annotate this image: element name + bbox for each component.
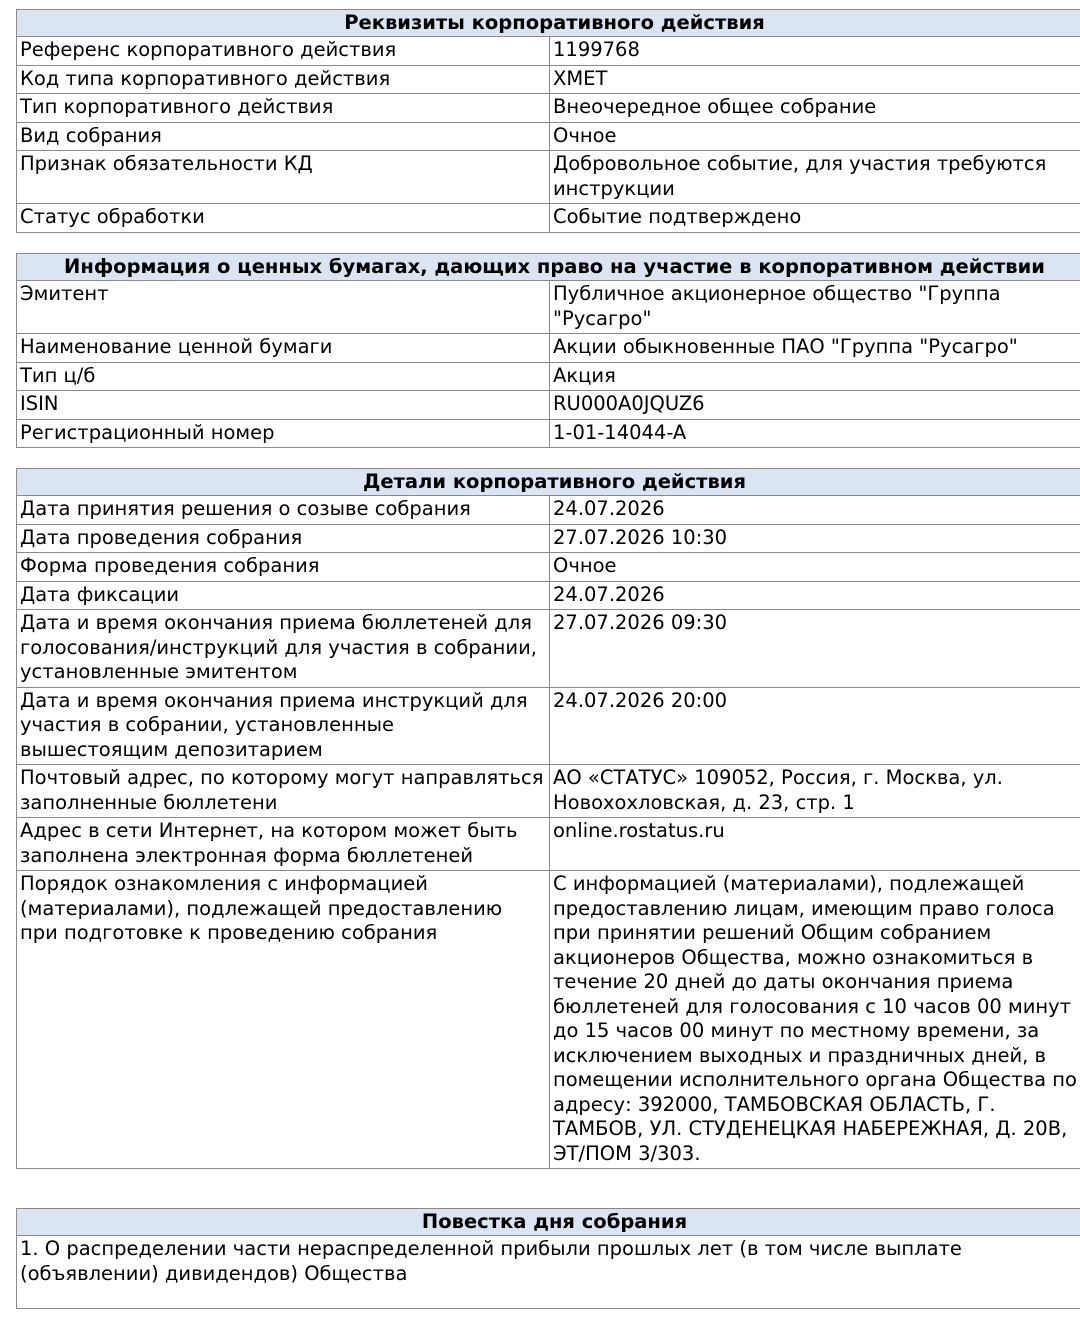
- row-value: Внеочередное общее собрание: [550, 94, 1080, 123]
- row-label: Наименование ценной бумаги: [17, 334, 550, 363]
- row-label: Тип ц/б: [17, 362, 550, 391]
- row-value: Очное: [550, 122, 1080, 151]
- section-title: Детали корпоративного действия: [17, 469, 1080, 496]
- row-value: XMET: [550, 65, 1080, 94]
- requisites-table: [17, 37, 1080, 232]
- row-value: Добровольное событие, для участия требуются инструкции: [550, 151, 1080, 204]
- row-value: online.rostatus.ru: [550, 818, 1080, 871]
- row-value: Акции обыкновенные ПАО "Группа "Русагро": [550, 334, 1080, 363]
- table-row: [17, 65, 1080, 94]
- table-row: [17, 204, 1080, 232]
- row-label: Тип корпоративного действия: [17, 94, 550, 123]
- table-row: [17, 151, 1080, 204]
- table-row: [17, 281, 1080, 334]
- row-value: Событие подтверждено: [550, 204, 1080, 232]
- section-title: Информация о ценных бумагах, дающих право на участие в корпоративном действии: [17, 254, 1080, 281]
- row-label: Признак обязательности КД: [17, 151, 550, 204]
- row-label: Дата и время окончания приема инструкций для участия в собрании, установленные вышестоящим депозитарием: [17, 687, 550, 765]
- table-row: [17, 334, 1080, 363]
- table-row: [17, 818, 1080, 871]
- section-title: Реквизиты корпоративного действия: [17, 10, 1080, 37]
- details-table: [17, 496, 1080, 1168]
- row-label: Дата проведения собрания: [17, 524, 550, 553]
- table-row: [17, 581, 1080, 610]
- row-value: 24.07.2026: [553, 497, 665, 520]
- row-label: Почтовый адрес, по которому могут направляться заполненные бюллетени: [17, 765, 550, 818]
- table-row: [17, 496, 1080, 524]
- row-value: 24.07.2026 20:00: [550, 687, 1080, 765]
- row-label: Форма проведения собрания: [17, 553, 550, 582]
- row-label: Регистрационный номер: [17, 419, 550, 447]
- row-value: 1-01-14044-A: [550, 419, 1080, 447]
- table-row: [17, 419, 1080, 447]
- row-label: Код типа корпоративного действия: [17, 65, 550, 94]
- corporate-action-requisites-section: [16, 9, 1080, 233]
- row-label: Порядок ознакомления с информацией (материалами), подлежащей предоставлению при подготовке к проведению собрания: [17, 871, 550, 1169]
- row-value: 27.07.2026 09:30: [550, 610, 1080, 688]
- row-label: Вид собрания: [17, 122, 550, 151]
- row-label: Дата фиксации: [17, 581, 550, 610]
- row-label: ISIN: [17, 391, 550, 420]
- table-row: [17, 610, 1080, 688]
- table-row: [17, 765, 1080, 818]
- row-value: 27.07.2026 10:30: [550, 524, 1080, 553]
- row-label: Эмитент: [17, 281, 550, 334]
- securities-info-section: [16, 253, 1080, 448]
- corporate-action-details-section: [16, 468, 1080, 1169]
- row-value: 24.07.2026: [550, 581, 1080, 610]
- securities-table: [17, 281, 1080, 447]
- row-value: С информацией (материалами), подлежащей предоставлению лицам, имеющим право голоса при принятии решений Общим собранием акционеров Общества, можно ознакомиться в течение 20 дней до даты окончания приема бюллетеней для голосования с 10 часов 00 минут до 15 часов 00 минут по местному времени, за исключением выходных и праздничных дней, в помещении исполнительного органа Общества по адресу: 392000, ТАМБОВСКАЯ ОБЛАСТЬ, Г. ТАМБОВ, УЛ. СТУДЕНЕЦКАЯ НАБЕРЕЖНАЯ, Д. 20В, ЭТ/ПОМ 3/303.: [550, 871, 1080, 1169]
- table-row: [17, 524, 1080, 553]
- table-row: [17, 362, 1080, 391]
- row-label: Статус обработки: [17, 204, 550, 232]
- row-value: Публичное акционерное общество "Группа "Русагро": [553, 282, 1001, 330]
- row-label: Референс корпоративного действия: [17, 37, 550, 65]
- row-label: Дата и время окончания приема бюллетеней для голосования/инструкций для участия в собрании, установленные эмитентом: [17, 610, 550, 688]
- table-row: [17, 687, 1080, 765]
- table-row: [17, 391, 1080, 420]
- row-value: RU000A0JQUZ6: [550, 391, 1080, 420]
- table-row: [17, 553, 1080, 582]
- row-value: 1199768: [553, 38, 640, 61]
- table-row: [17, 122, 1080, 151]
- meeting-agenda-section: [16, 1208, 1080, 1309]
- table-row: [17, 94, 1080, 123]
- section-title: Повестка дня собрания: [17, 1209, 1080, 1236]
- row-value: АО «СТАТУС» 109052, Россия, г. Москва, ул. Новохохловская, д. 23, стр. 1: [550, 765, 1080, 818]
- table-row: [17, 871, 1080, 1169]
- row-value: Очное: [550, 553, 1080, 582]
- table-row: [17, 37, 1080, 65]
- agenda-item: 1. О распределении части нераспределенной прибыли прошлых лет (в том числе выплате (объявлении) дивидендов) Общества: [20, 1237, 962, 1285]
- row-value: Акция: [550, 362, 1080, 391]
- row-label: Адрес в сети Интернет, на котором может быть заполнена электронная форма бюллетеней: [17, 818, 550, 871]
- row-label: Дата принятия решения о созыве собрания: [17, 496, 550, 524]
